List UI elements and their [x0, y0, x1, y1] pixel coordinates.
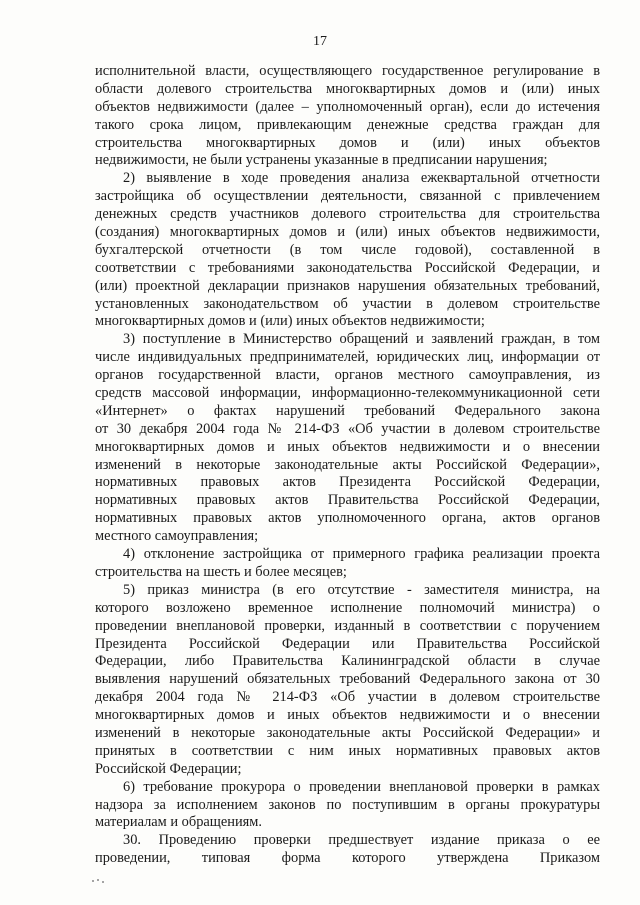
page-number: 17 — [313, 34, 327, 49]
text-line: 2) выявление в ходе проведения анализа ежеквартальной отчетности — [123, 170, 600, 187]
text-line: материалам и обращениям. — [95, 814, 262, 831]
text-line: исполнительной власти, осуществляющего государственное регулирование в — [95, 63, 600, 79]
text-line: области долевого строительства многоквартирных домов и (или) иных — [95, 80, 600, 97]
text-line: числе индивидуальных предпринимателей, юридических лиц, информации от — [95, 349, 600, 366]
text-line: местного самоуправления; — [95, 528, 259, 545]
text-line: (или) проектной декларации признаков нарушения обязательных требований, — [95, 277, 600, 294]
text-line: многоквартирных домов и иных объектов недвижимости и о внесении — [95, 438, 600, 455]
text-line: застройщика об осуществлении деятельности, связанной с привлечением — [95, 188, 600, 205]
text-line: 6) требование прокурора о проведении внеплановой проверки в рамках — [123, 778, 600, 795]
text-line: бухгалтерской отчетности (в том числе годовой), составленной в — [95, 241, 600, 258]
text-line: декабря 2004 года № 214-ФЗ «Об участии в долевом строительстве — [95, 689, 600, 706]
text-line: такого срока лицом, привлекающим денежные средства граждан для — [95, 116, 600, 133]
text-line: установленных законодательством об участии в долевом строительстве — [95, 295, 600, 312]
text-line: от 30 декабря 2004 года № 214-ФЗ «Об участии в долевом строительстве — [95, 420, 600, 437]
document-body — [95, 63, 600, 868]
scan-artifact — [92, 878, 106, 884]
text-line: строительства на шесть и более месяцев; — [95, 563, 347, 580]
text-line: проведении внеплановой проверки, изданный в соответствии с поручением — [95, 617, 600, 634]
text-line: нормативных правовых актов Президента Российской Федерации, — [95, 474, 600, 491]
text-line: органов государственной власти, органов местного самоуправления, из — [95, 367, 600, 384]
text-line: Российской Федерации; — [95, 760, 242, 777]
text-line: проведении, типовая форма которого утверждена Приказом — [95, 850, 600, 867]
text-line: изменений в некоторые законодательные акты Российской Федерации» и — [95, 724, 600, 741]
text-line: Президента Российской Федерации или Правительства Российской — [95, 635, 600, 652]
text-line: денежных средств участников долевого строительства для строительства — [95, 206, 600, 223]
text-line: которого возложено временное исполнение полномочий министра) о — [95, 599, 600, 616]
text-line: 5) приказ министра (в его отсутствие - заместителя министра, на — [123, 581, 600, 598]
text-line: принятых в соответствии с ним иных нормативных правовых актов — [95, 742, 600, 759]
text-line: 3) поступление в Министерство обращений и заявлений граждан, в том — [123, 331, 600, 348]
text-line: надзора за исполнением законов по поступившим в органы прокуратуры — [95, 796, 600, 813]
text-line: нормативных правовых актов уполномоченного органа, актов органов — [95, 510, 600, 527]
text-line: Федерации, либо Правительства Калининградской области в случае — [95, 653, 600, 670]
text-line: «Интернет» о фактах нарушений требований Федерального закона — [95, 402, 600, 419]
text-line: средств массовой информации, информационно-телекоммуникационной сети — [95, 385, 600, 402]
text-line: строительства многоквартирных домов и (или) иных объектов — [95, 134, 600, 151]
text-line: многоквартирных домов и иных объектов недвижимости и о внесении — [95, 707, 600, 724]
text-line: соответствии с требованиями законодательства Российской Федерации, и — [95, 259, 600, 276]
text-line: многоквартирных домов и (или) иных объектов недвижимости; — [95, 313, 485, 330]
text-line: (создания) многоквартирных домов и (или) иных объектов недвижимости, — [95, 224, 600, 241]
text-line: нормативных правовых актов Правительства Российской Федерации, — [95, 492, 600, 509]
text-line: 4) отклонение застройщика от примерного графика реализации проекта — [123, 546, 600, 563]
text-line: объектов недвижимости (далее – уполномоченный орган), если до истечения — [95, 98, 600, 115]
text-line: выявления нарушений обязательных требований Федерального закона от 30 — [95, 671, 600, 688]
text-line: 30. Проведению проверки предшествует издание приказа о ее — [123, 832, 600, 849]
text-line: изменений в некоторые законодательные акты Российской Федерации», — [95, 456, 600, 473]
text-line: недвижимости, не были устранены указанные в предписании нарушения; — [95, 152, 548, 169]
